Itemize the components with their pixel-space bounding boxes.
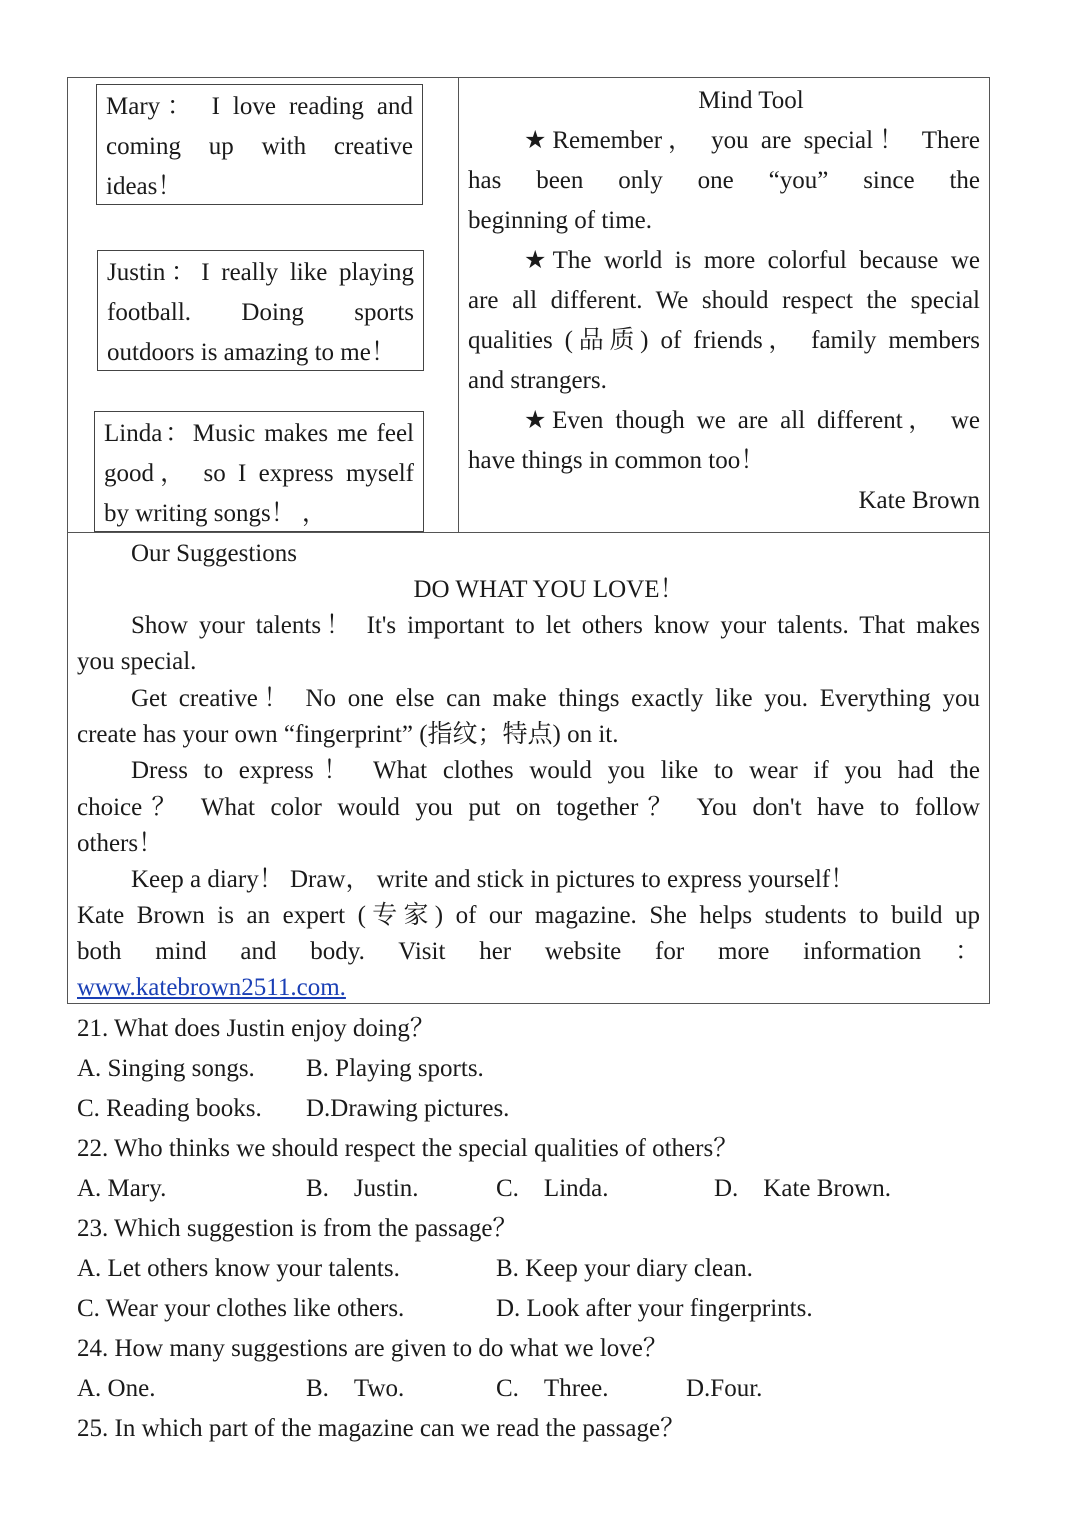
suggestion-1-line-1: Show your talents！ It's important to let others know your talents. That makes — [131, 612, 980, 639]
mary-line-1: Mary： I love reading and — [106, 93, 413, 120]
mind-p2-line-1: ★The world is more colorful because we — [524, 247, 980, 274]
q22-option-c: C. Linda. — [496, 1175, 609, 1202]
question-23: 23. Which suggestion is from the passage？ — [77, 1215, 518, 1242]
mind-tool — [468, 81, 980, 521]
linda-line-3: by writing songs！ ， — [104, 500, 327, 527]
q21-option-c: C. Reading books. — [77, 1095, 262, 1122]
q21-option-a: A. Singing songs. — [77, 1055, 255, 1082]
justin-line-1: Justin：I really like playing — [107, 259, 414, 286]
suggestion-3-line-3: others！ — [77, 830, 164, 857]
q24-option-a: A. One. — [77, 1375, 156, 1402]
mary-line-3: ideas！ — [106, 173, 183, 200]
justin-line-2: football. Doing sports — [107, 299, 414, 326]
website-link[interactable]: www.katebrown2511.com. — [77, 974, 346, 1001]
mind-p2-line-4: and strangers. — [468, 367, 607, 394]
question-22: 22. Who thinks we should respect the special qualities of others？ — [77, 1135, 739, 1162]
column-divider — [458, 77, 459, 532]
mary-line-2: coming up with creative — [106, 133, 413, 160]
mind-p3-line-1: ★Even though we are all different， we — [524, 407, 980, 434]
linda-line-1: Linda：Music makes me feel — [104, 420, 414, 447]
q21-option-b: B. Playing sports. — [306, 1055, 484, 1082]
q24-option-c: C. Three. — [496, 1375, 609, 1402]
q22-option-d: D. Kate Brown. — [714, 1175, 892, 1202]
bio-line-1: Kate Brown is an expert (专家) of our magazine. She helps students to build up — [77, 902, 980, 929]
mind-p1-line-1: ★Remember， you are special！ There — [524, 127, 980, 154]
mind-p1-line-2: has been only one “you” since the — [468, 167, 980, 194]
bio-line-2: both mind and body. Visit her website for more information ： — [77, 938, 980, 965]
linda-line-2: good， so I express myself — [104, 460, 414, 487]
question-25: 25. In which part of the magazine can we read the passage？ — [77, 1415, 686, 1442]
suggestion-2-line-2: create has your own “fingerprint” (指纹；特点) on it. — [77, 721, 619, 748]
mind-signature: Kate Brown — [858, 487, 980, 514]
suggestion-1-line-2: you special. — [77, 648, 197, 675]
q23-option-a: A. Let others know your talents. — [77, 1255, 400, 1282]
justin-line-3: outdoors is amazing to me！ — [107, 339, 396, 366]
mind-p1-line-3: beginning of time. — [468, 207, 652, 234]
suggestions-heading: Our Suggestions — [131, 540, 297, 567]
justin-box — [97, 250, 424, 371]
mind-p2-line-2: are all different. We should respect the special — [468, 287, 980, 314]
q21-option-d: D.Drawing pictures. — [306, 1095, 510, 1122]
q22-option-b: B. Justin. — [306, 1175, 419, 1202]
q22-option-a: A. Mary. — [77, 1175, 167, 1202]
question-24: 24. How many suggestions are given to do what we love？ — [77, 1335, 668, 1362]
suggestion-3-line-1: Dress to express！ What clothes would you like to wear if you had the — [131, 757, 980, 784]
q23-option-c: C. Wear your clothes like others. — [77, 1295, 405, 1322]
mary-box — [96, 84, 423, 205]
suggestion-2-line-1: Get creative！ No one else can make things exactly like you. Everything you — [131, 685, 980, 712]
q23-option-d: D. Look after your fingerprints. — [496, 1295, 813, 1322]
mind-tool-title: Mind Tool — [698, 87, 804, 114]
linda-box — [94, 411, 424, 532]
q23-option-b: B. Keep your diary clean. — [496, 1255, 753, 1282]
suggestion-4-line-1: Keep a diary！ Draw， write and stick in pictures to express yourself！ — [131, 866, 856, 893]
q24-option-d: D.Four. — [686, 1375, 763, 1402]
mind-p2-line-3: qualities (品质) of friends， family members — [468, 327, 980, 354]
q24-option-b: B. Two. — [306, 1375, 405, 1402]
suggestions-title: DO WHAT YOU LOVE！ — [413, 576, 685, 603]
suggestion-3-line-2: choice？ What color would you put on together？ You don't have to follow — [77, 794, 980, 821]
question-21: 21. What does Justin enjoy doing？ — [77, 1015, 435, 1042]
mind-p3-line-2: have things in common too！ — [468, 447, 766, 474]
